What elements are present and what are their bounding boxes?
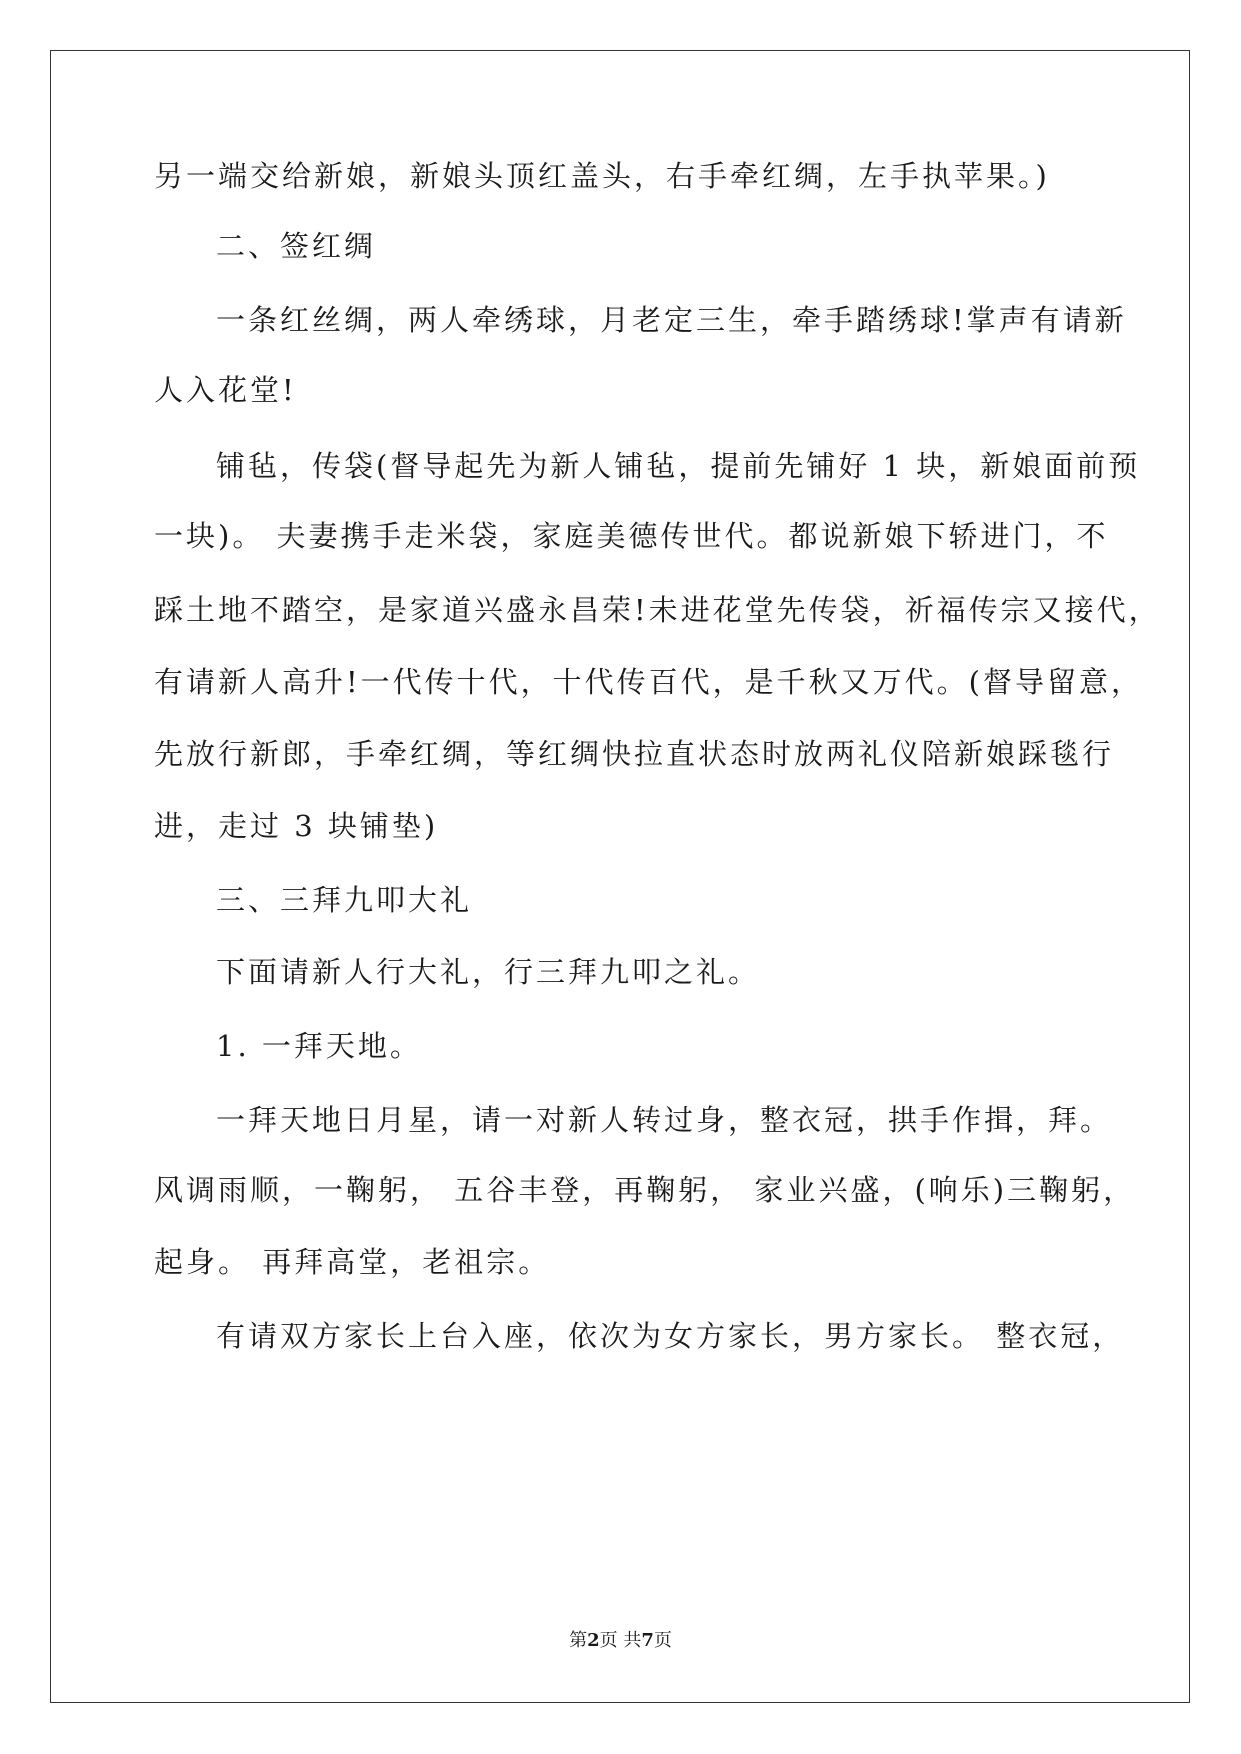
text-line: 下面请新人行大礼，行三拜九叩之礼。 [216, 955, 761, 989]
text-line: 有请新人高升!一代传十代，十代传百代，是千秋又万代。(督导留意， [154, 665, 1143, 699]
text-line: 进，走过 3 块铺垫) [154, 809, 439, 843]
text-line: 起身。 再拜高堂，老祖宗。 [154, 1245, 551, 1279]
text-line: 1. 一拜天地。 [216, 1029, 422, 1063]
footer-prefix: 第 [569, 1630, 588, 1651]
text-line: 铺毡，传袋(督导起先为新人铺毡，提前先铺好 1 块，新娘面前预 [216, 449, 1141, 483]
current-page-number: 2 [587, 1630, 600, 1651]
section-heading: 三、三拜九叩大礼 [216, 883, 473, 917]
footer-mid: 页 共 [599, 1630, 642, 1651]
text-line: 一条红丝绸，两人牵绣球，月老定三生，牵手踏绣球!掌声有请新 [216, 303, 1127, 337]
text-line: 另一端交给新娘，新娘头顶红盖头，右手牵红绸，左手执苹果。) [154, 159, 1050, 193]
text-line: 一拜天地日月星，请一对新人转过身，整衣冠，拱手作揖，拜。 [216, 1103, 1113, 1137]
text-line: 一块)。 夫妻携手走米袋，家庭美德传世代。都说新娘下轿进门，不 [154, 519, 1109, 553]
footer-suffix: 页 [653, 1630, 672, 1651]
section-heading: 二、签红绸 [216, 229, 377, 263]
text-line: 人入花堂! [154, 373, 297, 407]
text-line: 风调雨顺，一鞠躬， 五谷丰登，再鞠躬， 家业兴盛，(响乐)三鞠躬， [154, 1173, 1136, 1207]
total-page-number: 7 [641, 1630, 654, 1651]
page-border [50, 50, 1190, 1703]
text-line: 先放行新郎，手牵红绸，等红绸快拉直状态时放两礼仪陪新娘踩毯行 [154, 737, 1115, 771]
text-line: 有请双方家长上台入座，依次为女方家长，男方家长。 整衣冠， [216, 1319, 1125, 1353]
text-line: 踩土地不踏空，是家道兴盛永昌荣!未进花堂先传袋，祈福传宗又接代， [154, 593, 1161, 627]
page-footer [0, 1630, 1241, 1652]
